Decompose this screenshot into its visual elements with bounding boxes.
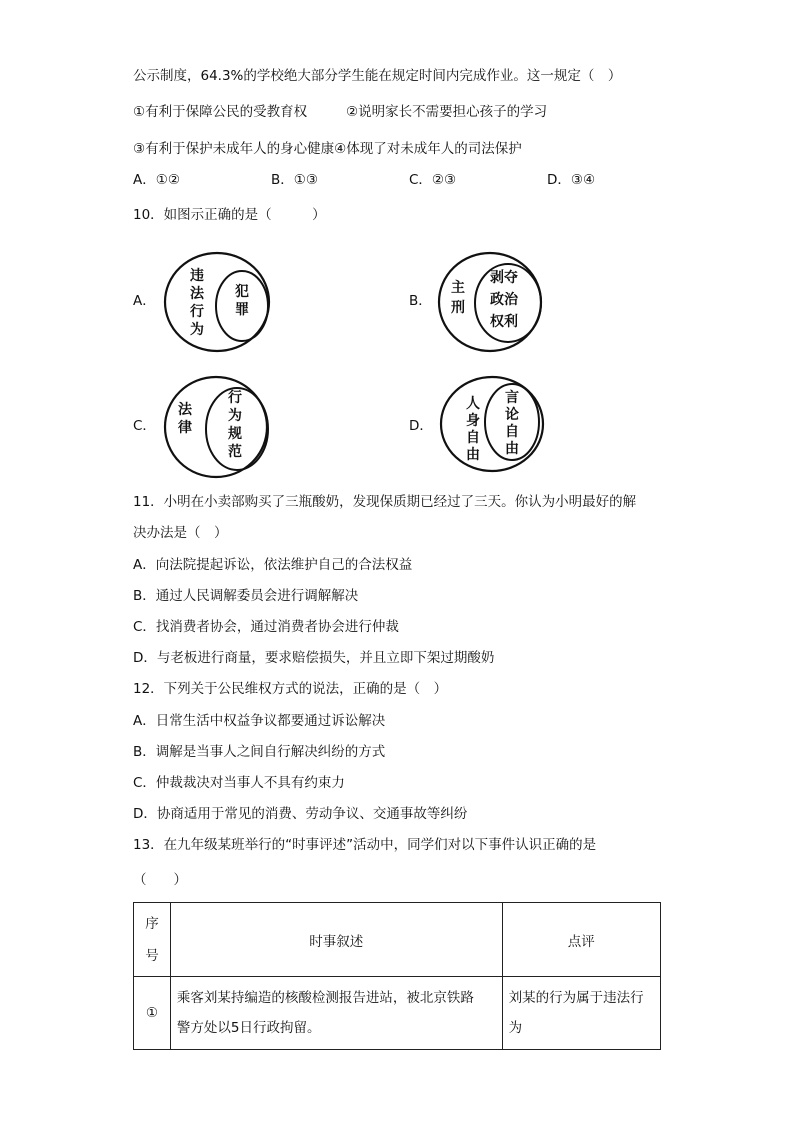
venn-c-inner-4: 范 <box>228 444 242 460</box>
q9-option-c: C．②③ <box>409 172 457 188</box>
venn-diagram-c <box>160 372 280 484</box>
q11-stem-line-2: 决办法是（ ） <box>133 525 228 541</box>
q12-stem: 12．下列关于公民维权方式的说法，正确的是（ ） <box>133 681 448 697</box>
row-event-line-2: 警方处以5日行政拘留。 <box>176 1020 321 1036</box>
venn-a-outer-4: 为 <box>190 322 204 338</box>
venn-d-inner-2: 论 <box>505 407 519 423</box>
q11-option-d: D．与老板进行商量，要求赔偿损失，并且立即下架过期酸奶 <box>133 650 495 666</box>
q10-stem: 10．如图示正确的是（ ） <box>133 207 326 223</box>
q9-option-b: B．①③ <box>271 172 318 188</box>
venn-c-inner-2: 为 <box>228 408 242 424</box>
q9-statement-3-4: ③有利于保护未成年人的身心健康④体现了对未成年人的司法保护 <box>133 141 522 157</box>
q9-option-d: D．③④ <box>547 172 596 188</box>
q13-stem: 13．在九年级某班举行的“时事评述”活动中，同学们对以下事件认识正确的是 <box>133 837 597 853</box>
q9-stem-end: 公示制度，64.3%的学校绝大部分学生能在规定时间内完成作业。这一规定（ ） <box>133 68 622 84</box>
row-comment-line-1: 刘某的行为属于违法行 <box>508 990 644 1006</box>
table-header-row <box>134 903 661 977</box>
q9-option-a: A．①② <box>133 172 180 188</box>
current-events-table <box>133 902 661 1050</box>
row-event-line-1: 乘客刘某持编造的核酸检测报告进站，被北京铁路 <box>176 990 474 1006</box>
q11-option-b: B．通过人民调解委员会进行调解解决 <box>133 588 359 604</box>
venn-diagram-d <box>437 372 549 476</box>
row-comment-line-2: 为 <box>508 1020 523 1036</box>
row-comment <box>502 977 660 1050</box>
venn-diagram-a <box>160 248 280 358</box>
venn-d-outer-1: 人 <box>466 396 480 412</box>
venn-d-outer-4: 由 <box>466 447 480 463</box>
q9-statement-1: ①有利于保障公民的受教育权 <box>133 104 308 120</box>
q10-label-d: D． <box>409 418 433 434</box>
q9-statement-2: ②说明家长不需要担心孩子的学习 <box>346 104 548 120</box>
q11-option-a: A．向法院提起诉讼，依法维护自己的合法权益 <box>133 557 413 573</box>
q10-label-a: A． <box>133 293 156 309</box>
venn-b-inner-3: 权利 <box>490 314 518 330</box>
q10-label-c: C． <box>133 418 156 434</box>
venn-a-outer-1: 违 <box>190 268 204 284</box>
header-number-line-1: 序 <box>145 915 159 932</box>
q11-option-c: C．找消费者协会，通过消费者协会进行仲裁 <box>133 619 399 635</box>
venn-d-inner-3: 自 <box>505 424 519 440</box>
q10-label-b: B． <box>409 293 432 309</box>
q12-option-d: D．协商适用于常见的消费、劳动争议、交通事故等纠纷 <box>133 806 468 822</box>
venn-c-inner-3: 规 <box>228 426 242 442</box>
q12-option-c: C．仲裁裁决对当事人不具有约束力 <box>133 775 345 791</box>
venn-a-outer-3: 行 <box>190 304 204 320</box>
row-number: ① <box>134 977 171 1050</box>
venn-a-outer-2: 法 <box>190 286 204 302</box>
venn-c-outer-2: 律 <box>178 420 192 436</box>
q12-option-b: B．调解是当事人之间自行解决纠纷的方式 <box>133 744 386 760</box>
row-event <box>170 977 502 1050</box>
venn-c-outer-1: 法 <box>178 402 192 418</box>
venn-d-inner-1: 言 <box>505 390 519 406</box>
venn-d-outer-3: 自 <box>466 430 480 446</box>
header-event: 时事叙述 <box>170 903 502 977</box>
venn-b-inner-2: 政治 <box>490 292 518 308</box>
venn-d-inner-4: 由 <box>505 441 519 457</box>
q12-option-a: A．日常生活中权益争议都要通过诉讼解决 <box>133 713 386 729</box>
header-number-line-2: 号 <box>145 947 159 964</box>
venn-b-outer-2: 刑 <box>451 300 465 316</box>
venn-b-inner-1: 剥夺 <box>490 270 518 286</box>
venn-b-outer-1: 主 <box>451 280 465 296</box>
venn-a-inner-2: 罪 <box>235 302 249 318</box>
venn-c-inner-1: 行 <box>228 390 242 406</box>
venn-a-inner-1: 犯 <box>235 284 249 300</box>
q13-answer-paren: （ ） <box>133 872 187 888</box>
header-number <box>134 903 171 977</box>
header-comment: 点评 <box>502 903 660 977</box>
venn-d-outer-2: 身 <box>466 413 480 429</box>
q11-stem-line-1: 11．小明在小卖部购买了三瓶酸奶，发现保质期已经过了三天。你认为小明最好的解 <box>133 494 637 510</box>
venn-diagram-b <box>434 248 554 358</box>
table-row <box>134 977 661 1050</box>
